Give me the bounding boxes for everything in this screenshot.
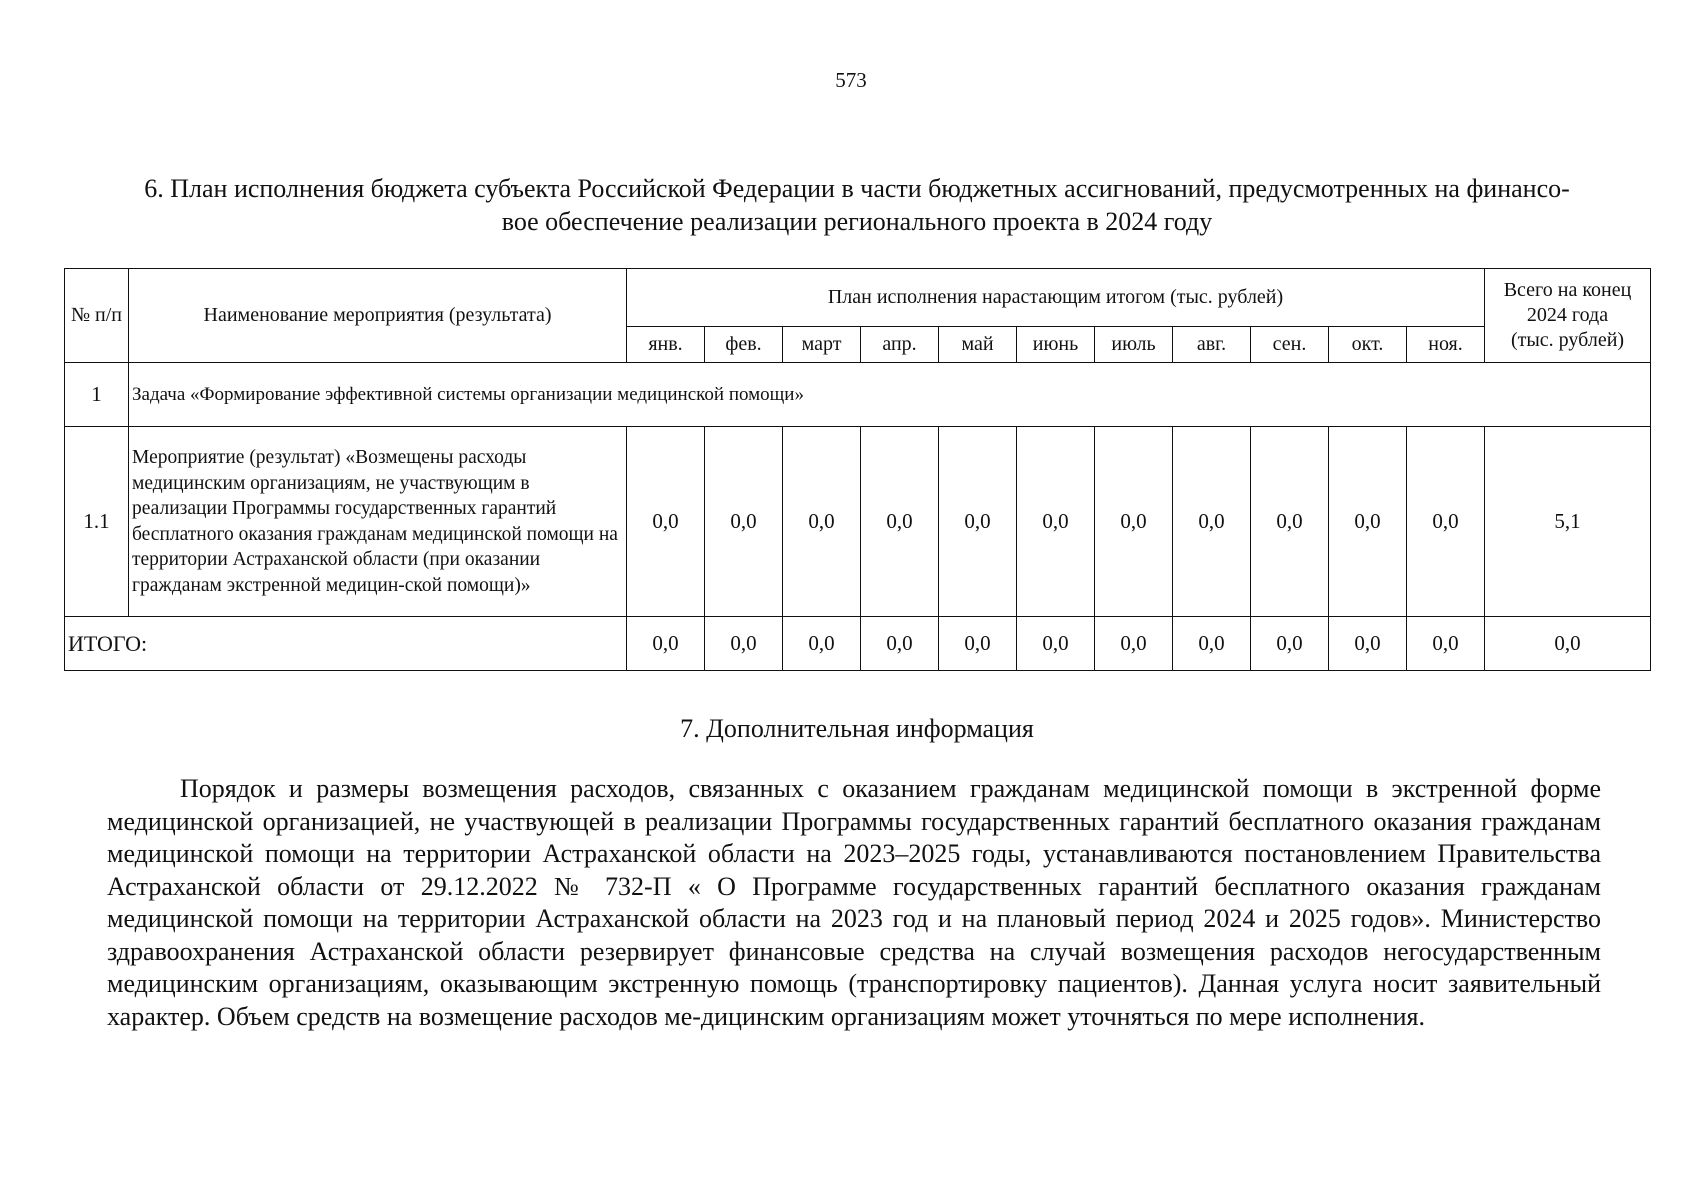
measure-text: Мероприятие (результат) «Возмещены расходы медицинским организациям, не участвующим в реализации Программы государственных гарантий бесплатного оказания гражданам медицинской помощи на территории Астраханской области (при оказании гражданам экстренной медицин-ской помощи)» [129, 427, 627, 617]
itogo-value: 0,0 [705, 617, 783, 671]
header-month: окт. [1329, 327, 1407, 363]
measure-value: 0,0 [627, 427, 705, 617]
header-month: апр. [861, 327, 939, 363]
page-number: 573 [835, 68, 867, 92]
itogo-value: 0,0 [1017, 617, 1095, 671]
header-num: № п/п [65, 269, 129, 363]
table-row-measure [65, 427, 1651, 617]
itogo-label: ИТОГО: [65, 617, 627, 671]
itogo-value: 0,0 [783, 617, 861, 671]
itogo-value: 0,0 [1173, 617, 1251, 671]
measure-num: 1.1 [65, 427, 129, 617]
header-month: ноя. [1407, 327, 1485, 363]
itogo-value: 0,0 [1095, 617, 1173, 671]
measure-value: 0,0 [1095, 427, 1173, 617]
section-6-title-line1: 6. План исполнения бюджета субъекта Российской Федерации в части бюджетных ассигнований, предусмотренных на финансо- [144, 174, 1570, 203]
header-total [1485, 269, 1651, 363]
budget-plan-table [64, 268, 1651, 671]
section-6-title-line2: вое обеспечение реализации регионального проекта в 2024 году [501, 207, 1213, 236]
header-month: сен. [1251, 327, 1329, 363]
measure-value: 0,0 [939, 427, 1017, 617]
itogo-value: 0,0 [1407, 617, 1485, 671]
header-month: июнь [1017, 327, 1095, 363]
section-6-title [62, 172, 1652, 238]
itogo-total: 0,0 [1485, 617, 1651, 671]
itogo-value: 0,0 [627, 617, 705, 671]
measure-value: 0,0 [705, 427, 783, 617]
task-num: 1 [65, 363, 129, 427]
itogo-value: 0,0 [939, 617, 1017, 671]
measure-value: 0,0 [783, 427, 861, 617]
header-plan: План исполнения нарастающим итогом (тыс. рублей) [627, 269, 1485, 327]
header-month: май [939, 327, 1017, 363]
header-total-line2: 2024 года [1526, 304, 1609, 326]
measure-value: 0,0 [861, 427, 939, 617]
measure-value: 0,0 [1017, 427, 1095, 617]
header-total-line1: Всего на конец [1503, 279, 1632, 301]
measure-total: 5,1 [1485, 427, 1651, 617]
header-month: март [783, 327, 861, 363]
measure-value: 0,0 [1251, 427, 1329, 617]
header-name: Наименование мероприятия (результата) [129, 269, 627, 363]
header-total-line3: (тыс. рублей) [1510, 329, 1625, 351]
table-row-task [65, 363, 1651, 427]
measure-value: 0,0 [1407, 427, 1485, 617]
itogo-value: 0,0 [1251, 617, 1329, 671]
header-month: авг. [1173, 327, 1251, 363]
itogo-value: 0,0 [1329, 617, 1407, 671]
measure-value: 0,0 [1329, 427, 1407, 617]
measure-value: 0,0 [1173, 427, 1251, 617]
task-text: Задача «Формирование эффективной системы организации медицинской помощи» [129, 363, 1651, 427]
section-7-title: 7. Дополнительная информация [680, 714, 1034, 743]
header-month: фев. [705, 327, 783, 363]
table-row-itogo [65, 617, 1651, 671]
header-month: июль [1095, 327, 1173, 363]
additional-info-paragraph: Порядок и размеры возмещения расходов, связанных с оказанием гражданам медицинской помощи в экстренной форме медицинской организацией, не участвующей в реализации Программы государственных гарантий бесплатного оказания гражданам медицинской помощи на территории Астраханской области на 2023–2025 годы, устанавливаются постановлением Правительства Астраханской области от 29.12.2022 № 732-П « О Программе государственных гарантий бесплатного оказания гражданам медицинской помощи на территории Астраханской области на 2023 год и на плановый период 2024 и 2025 годов». Министерство здравоохранения Астраханской области резервирует финансовые средства на случай возмещения расходов негосударственным медицинским организациям, оказывающим экстренную помощь (транспортировку пациентов). Данная услуга носит заявительный характер. Объем средств на возмещение расходов ме-дицинским организациям может уточняться по мере исполнения. [107, 774, 1601, 1031]
header-month: янв. [627, 327, 705, 363]
itogo-value: 0,0 [861, 617, 939, 671]
